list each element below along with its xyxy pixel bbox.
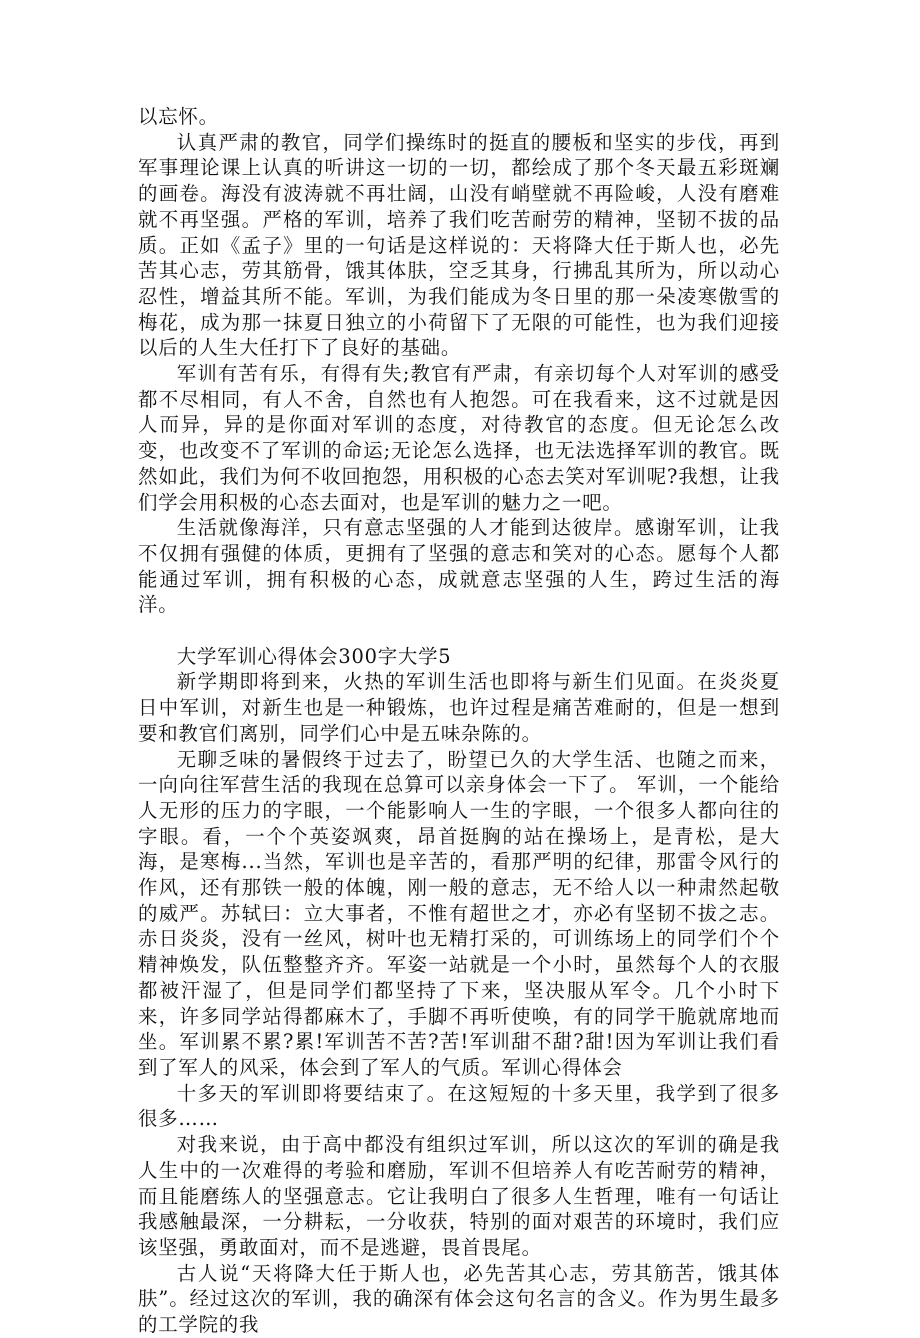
paragraph: 认真严肃的教官，同学们操练时的挺直的腰板和坚实的步伐，再到军事理论课上认真的听讲这一切的一切，都绘成了那个冬天最五彩斑斓的画卷。海没有波涛就不再壮阔，山没有峭壁就不再险峻，人没有磨难就不再坚强。严格的军训，培养了我们吃苦耐劳的精神，坚韧不拔的品质。正如《孟子》里的一句话是这样说的：天将降大任于斯人也，必先苦其心志，劳其筋骨，饿其体肤，空乏其身，行拂乱其所为，所以动心忍性，增益其所不能。军训，为我们能成为冬日里的那一朵凌寒傲雪的梅花，成为那一抹夏日独立的小荷留下了无限的可能性，也为我们迎接以后的人生大任打下了良好的基础。 xyxy=(138,130,780,360)
paragraph: 古人说“天将降大任于斯人也，必先苦其心志，劳其筋苦，饿其体肤”。经过这次的军训，我的确深有体会这句名言的含义。作为男生最多的工学院的我 xyxy=(138,1261,780,1337)
section-heading: 大学军训心得体会300字大学5 xyxy=(176,644,452,668)
paragraph: 对我来说，由于高中都没有组织过军训，所以这次的军训的确是我人生中的一次难得的考验和磨励，军训不但培养人有吃苦耐劳的精神，而且能磨练人的坚强意志。它让我明白了很多人生哲理，唯有一句话让我感触最深，一分耕耘，一分收获，特别的面对艰苦的环境时，我们应该坚强，勇敢面对，而不是逃避，畏首畏尾。 xyxy=(138,1133,780,1259)
paragraph: 无聊乏味的暑假终于过去了，盼望已久的大学生活、也随之而来，一向向往军营生活的我现在总算可以亲身体会一下了。 军训，一个能给人无形的压力的字眼，一个能影响人一生的字眼，一个很多人都向往的字眼。看，一个个英姿飒爽，昂首挺胸的站在操场上，是青松，是大海，是寒梅...当然，军训也是辛苦的，看那严明的纪律，那雷令风行的作风，还有那铁一般的体魄，刚一般的意志，无不给人以一种肃然起敬的威严。苏轼曰：立大事者，不惟有超世之才，亦必有坚韧不拔之志。 赤日炎炎，没有一丝风，树叶也无精打采的，可训练场上的同学们个个精神焕发，队伍整整齐齐。军姿一站就是一个小时，虽然每个人的衣服都被汗湿了，但是同学们都坚持了下来，坚决服从军令。几个小时下来，许多同学站得都麻木了，手脚不再听使唤，有的同学干脆就席地而坐。军训累不累?累!军训苦不苦?苦!军训甜不甜?甜!因为军训让我们看到了军人的风采，体会到了军人的气质。军训心得体会 xyxy=(138,747,780,1079)
paragraph: 生活就像海洋，只有意志坚强的人才能到达彼岸。感谢军训，让我不仅拥有强健的体质，更拥有了坚强的意志和笑对的心态。愿每个人都能通过军训，拥有积极的心态，成就意志坚强的人生，跨过生活的海洋。 xyxy=(138,516,780,617)
paragraph: 新学期即将到来，火热的军训生活也即将与新生们见面。在炎炎夏日中军训，对新生也是一种锻炼，也许过程是痛苦难耐的，但是一想到要和教官们离别，同学们心中是五味杂陈的。 xyxy=(138,670,780,745)
paragraph: 十多天的军训即将要结束了。在这短短的十多天里，我学到了很多很多…… xyxy=(138,1081,780,1131)
paragraph-continuation: 以忘怀。 xyxy=(138,105,219,128)
document-body xyxy=(138,104,780,1338)
paragraph: 军训有苦有乐，有得有失;教官有严肃，有亲切每个人对军训的感受都不尽相同，有人不舍，自然也有人抱怨。可在我看来，这不过就是因人而异，异的是你面对军训的态度，对待教官的态度。但无论怎么改变，也改变不了军训的命运;无论怎么选择，也无法选择军训的教官。既然如此，我们为何不收回抱怨，用积极的心态去笑对军训呢?我想，让我们学会用积极的心态去面对，也是军训的魅力之一吧。 xyxy=(138,362,780,514)
blank-line xyxy=(138,618,780,644)
